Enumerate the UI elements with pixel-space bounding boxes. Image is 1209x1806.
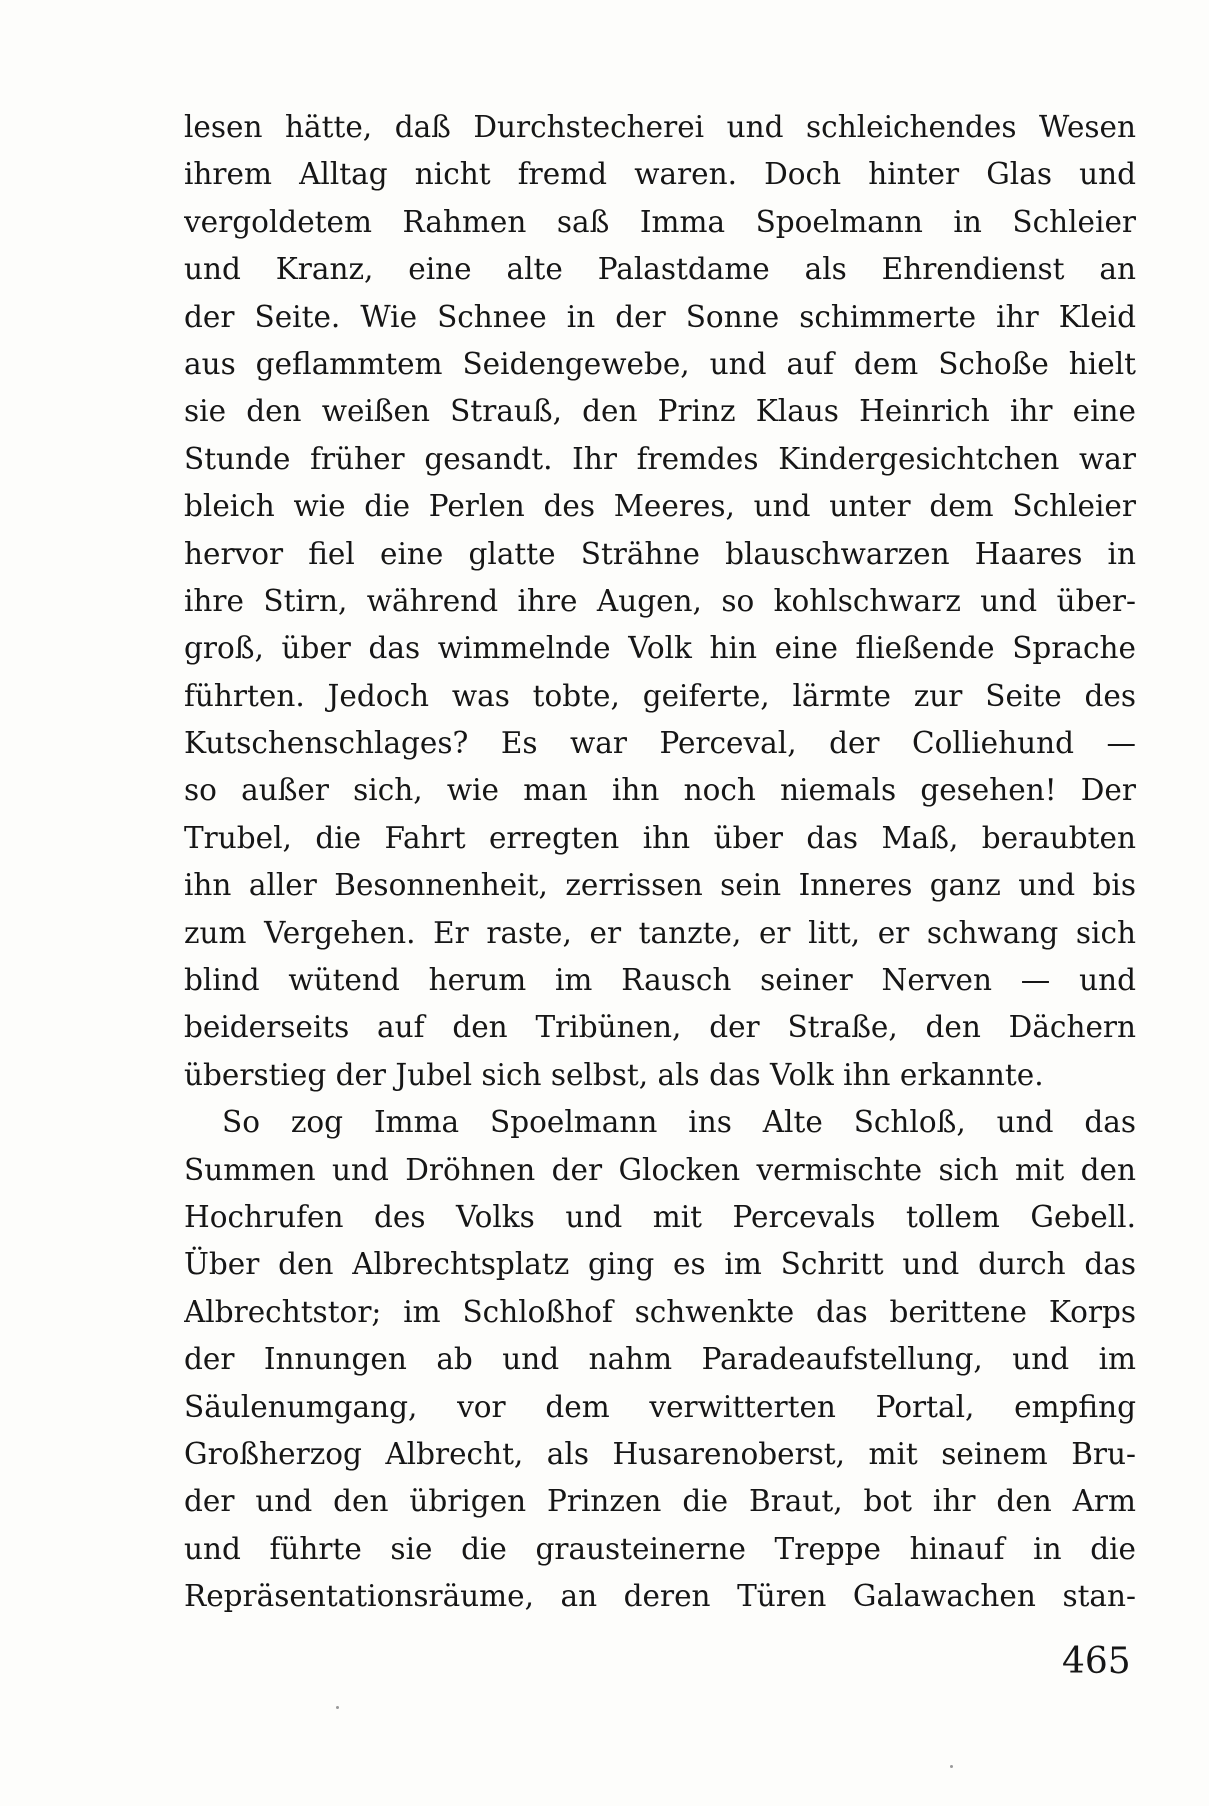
text-line: ihre Stirn, während ihre Augen, so kohlschwarz und über- [184,583,1136,618]
text-line: So zog Imma Spoelmann ins Alte Schloß, und das [222,1105,1136,1140]
text-line: und führte sie die grausteinerne Treppe hinauf in die [184,1531,1136,1566]
text-line: bleich wie die Perlen des Meeres, und unter dem Schleier [184,489,1136,524]
text-line: der Innungen ab und nahm Paradeaufstellung, und im [184,1342,1136,1377]
text-line: Stunde früher gesandt. Ihr fremdes Kindergesichtchen war [184,441,1136,476]
text-line: Trubel, die Fahrt erregten ihn über das Maß, beraubten [184,820,1136,855]
paper-speck [950,1765,953,1768]
text-line: ihrem Alltag nicht fremd waren. Doch hinter Glas und [184,157,1136,192]
text-line: Kutschenschlages? Es war Perceval, der Colliehund — [184,726,1136,761]
text-line: zum Vergehen. Er raste, er tanzte, er litt, er schwang sich [184,915,1136,950]
text-line: der Seite. Wie Schnee in der Sonne schimmerte ihr Kleid [184,299,1136,334]
text-line: vergoldetem Rahmen saß Imma Spoelmann in Schleier [184,204,1136,239]
text-line: lesen hätte, daß Durchstecherei und schleichendes Wesen [184,110,1136,144]
text-line: sie den weißen Strauß, den Prinz Klaus Heinrich ihr eine [184,394,1136,429]
text-line: ihn aller Besonnenheit, zerrissen sein Inneres ganz und bis [184,868,1136,903]
text-line: der und den übrigen Prinzen die Braut, bot ihr den Arm [184,1484,1136,1519]
text-line: Säulenumgang, vor dem verwitterten Portal, empfing [184,1389,1136,1424]
text-line: Großherzog Albrecht, als Husarenoberst, mit seinem Bru- [184,1436,1136,1471]
text-line: so außer sich, wie man ihn noch niemals gesehen! Der [184,773,1136,808]
text-line: und Kranz, eine alte Palastdame als Ehrendienst an [184,252,1136,287]
text-line: blind wütend herum im Rausch seiner Nerven — und [184,963,1136,998]
text-line: Hochrufen des Volks und mit Percevals tollem Gebell. [184,1199,1136,1234]
text-line: Summen und Dröhnen der Glocken vermischte sich mit den [184,1152,1136,1187]
text-line: Repräsentationsräume, an deren Türen Galawachen stan- [184,1579,1136,1614]
paper-speck [336,1706,339,1709]
page-number: 465 [1062,1641,1131,1682]
text-line: führten. Jedoch was tobte, geiferte, lärmte zur Seite des [184,678,1136,713]
text-line: beiderseits auf den Tribünen, der Straße, den Dächern [184,1010,1136,1045]
text-line: Albrechtstor; im Schloßhof schwenkte das berittene Korps [184,1294,1136,1329]
text-line: hervor fiel eine glatte Strähne blauschwarzen Haares in [184,536,1136,571]
text-line: Über den Albrechtsplatz ging es im Schritt und durch das [184,1247,1136,1282]
text-line: aus geflammtem Seidengewebe, und auf dem Schoße hielt [184,346,1136,381]
text-line: groß, über das wimmelnde Volk hin eine fließende Sprache [184,631,1136,666]
text-line: überstieg der Jubel sich selbst, als das Volk ihn erkannte. [184,1057,1044,1092]
body-text [184,104,1136,1621]
